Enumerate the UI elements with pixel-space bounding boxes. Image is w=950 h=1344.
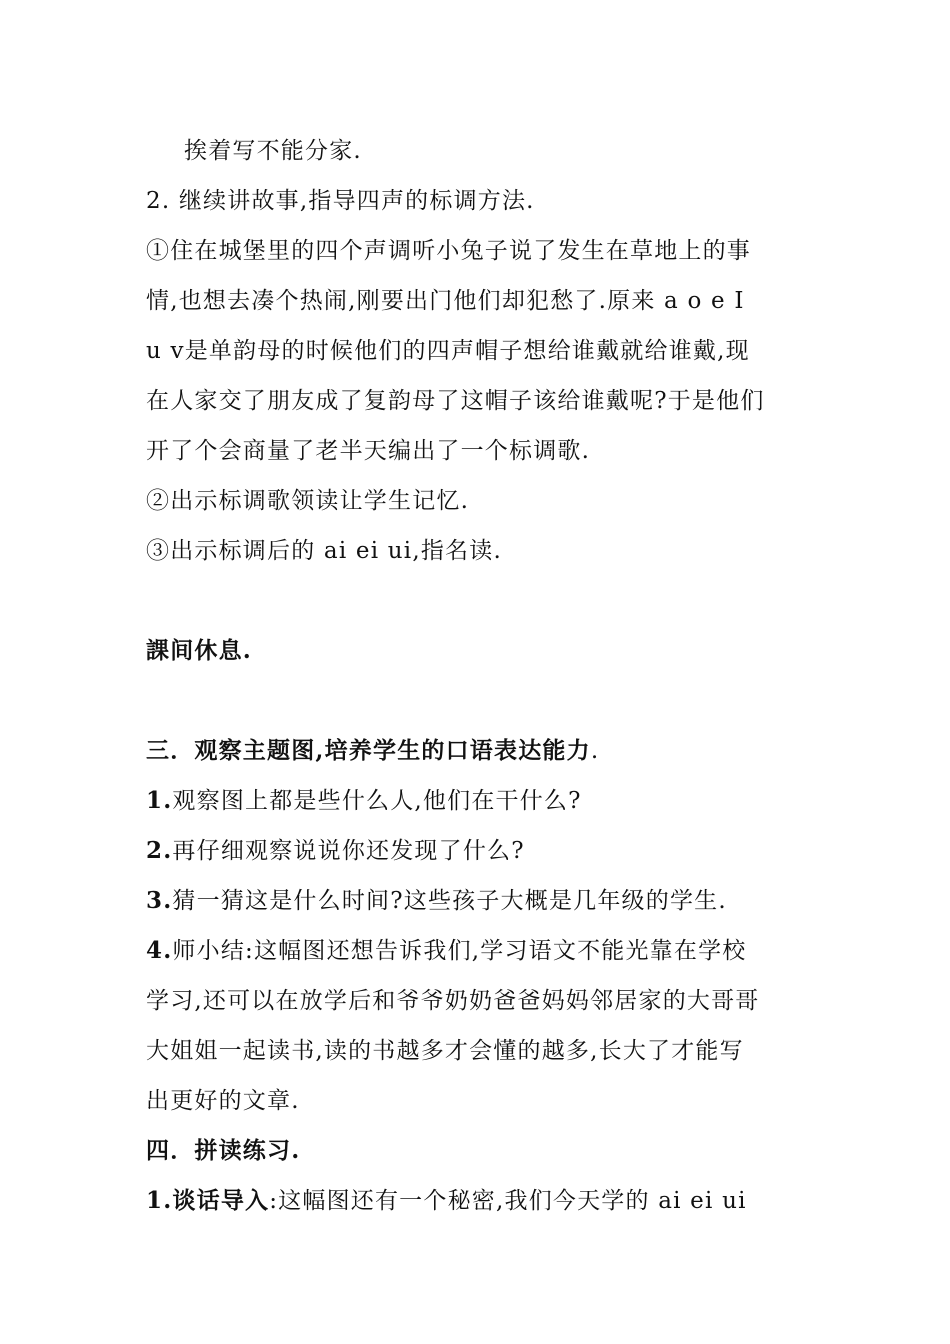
list-number: 4. [146, 937, 173, 964]
list-number: 2. [146, 837, 173, 864]
list-number: 1. [146, 787, 173, 814]
list-item [146, 936, 826, 966]
list-number: 1. [146, 1187, 173, 1214]
list-item [146, 786, 826, 816]
paragraph-line: ③出示标调后的 ai ei ui,指名读. [146, 538, 502, 564]
list-item [146, 836, 826, 866]
section-heading: 三．观察主题图,培养学生的口语表达能力 [146, 737, 591, 764]
list-number: 3. [146, 887, 173, 914]
list-text: 师小结:这幅图还想告诉我们,学习语文不能光靠在学校 [172, 938, 747, 964]
paragraph-line: 开了个会商量了老半天编出了一个标调歌. [146, 438, 591, 464]
section-heading: 四．拼读练习. [146, 1137, 301, 1164]
paragraph-line: u v是单韵母的时候他们的四声帽子想给谁戴就给谁戴,现 [146, 338, 750, 364]
paragraph-line: 在人家交了朋友成了复韵母了这帽子该给谁戴呢?于是他们 [146, 388, 765, 414]
paragraph-line: 挨着写不能分家. [184, 138, 362, 164]
paragraph-line: 大姐姐一起读书,读的书越多才会懂的越多,长大了才能写 [146, 1038, 744, 1064]
paragraph-line: 情,也想去凑个热闹,刚要出门他们却犯愁了.原来 a o e I [146, 288, 745, 314]
heading-period: . [590, 738, 600, 764]
paragraph-line: ①住在城堡里的四个声调听小兔子说了发生在草地上的事 [146, 238, 751, 264]
list-item [146, 1186, 826, 1216]
paragraph-line: ②出示标调歌领读让学生记忆. [146, 488, 470, 514]
section-heading: 課间休息. [146, 637, 253, 664]
paragraph-line: 2. 继续讲故事,指导四声的标调方法. [146, 188, 535, 214]
paragraph-line: 学习,还可以在放学后和爷爷奶奶爸爸妈妈邻居家的大哥哥 [146, 988, 760, 1014]
list-text: 观察图上都是些什么人,他们在干什么? [172, 788, 582, 814]
list-item [146, 886, 826, 916]
list-lead: 谈话导入 [172, 1187, 270, 1214]
section-heading-line [146, 736, 826, 766]
list-text: 猜一猜这是什么时间?这些孩子大概是几年级的学生. [172, 888, 727, 914]
paragraph-line: 出更好的文章. [146, 1088, 300, 1114]
list-text: 再仔细观察说说你还发现了什么? [172, 838, 525, 864]
list-text: :这幅图还有一个秘密,我们今天学的 ai ei ui [269, 1188, 747, 1214]
